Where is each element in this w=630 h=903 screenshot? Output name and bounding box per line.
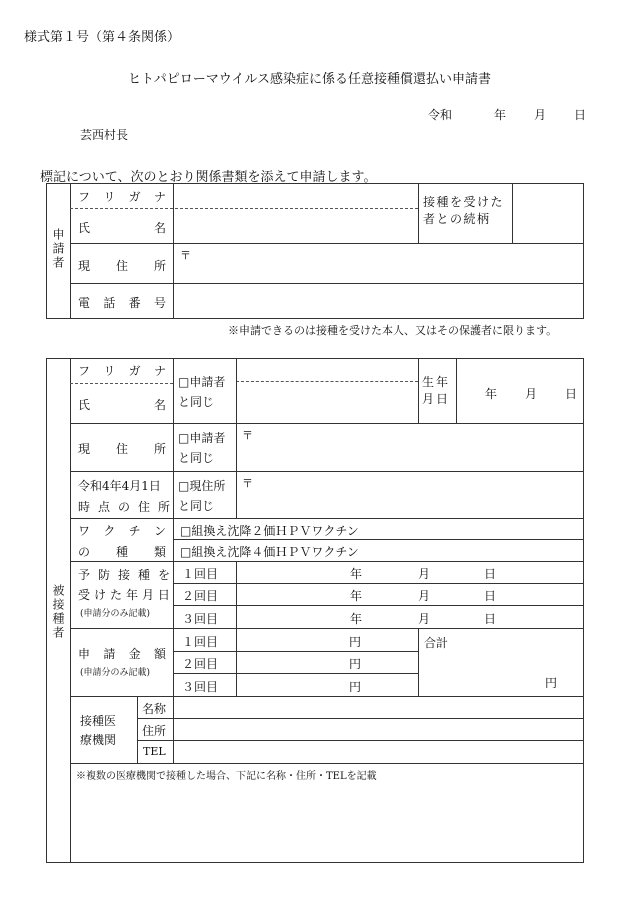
dates-label-line2: 受 け た 年 月 日: [78, 588, 170, 602]
addressee: 芸西村長: [80, 128, 129, 142]
form-number: 様式第１号（第４条関係）: [24, 30, 181, 45]
clinic-name-label: 名称: [142, 702, 167, 716]
date-day[interactable]: 日: [574, 108, 587, 122]
dates-label-line1: 予 防 接 種 を: [78, 568, 170, 582]
dates-note: (申請分のみ記載): [80, 609, 151, 619]
recipient-name-field[interactable]: [237, 384, 417, 422]
amount-label: 申 請 金 額: [78, 647, 166, 661]
r4-address-label-line2: 時 点 の 住 所: [78, 500, 170, 514]
recipient-address-same-checkbox[interactable]: □申請者 と同じ: [178, 431, 226, 465]
multi-clinic-note: ※複数の医療機関で接種した場合、下記に名称・住所・TELを記載: [76, 771, 377, 782]
clinic-tel-field[interactable]: [174, 741, 583, 762]
applicant-note: ※申請できるのは接種を受けた本人、又はその保護者に限ります。: [228, 324, 558, 337]
applicant-address-field[interactable]: [190, 244, 583, 282]
recipient-same-as-applicant-checkbox[interactable]: □申請者 と同じ: [178, 375, 226, 409]
vaccine-option-2valent[interactable]: □組換え沈降２価ＨＰＶワクチン: [180, 524, 359, 538]
clinic-address-field[interactable]: [174, 719, 583, 739]
applicant-name-label: 氏 名: [78, 221, 166, 235]
page-title: ヒトパピローマウイルス感染症に係る任意接種償還払い申請書: [128, 72, 491, 87]
date-month[interactable]: 月: [534, 108, 547, 122]
clinic-tel-label: TEL: [143, 745, 166, 758]
birth-date-field[interactable]: 年 月 日: [485, 387, 578, 401]
applicant-name-field[interactable]: [174, 209, 417, 242]
intro-text: 標記について、次のとおり関係書類を添えて申請します。: [40, 170, 377, 185]
applicant-furigana-field[interactable]: [174, 184, 417, 207]
clinic-name-field[interactable]: [174, 697, 583, 717]
recipient-address-label: 現 住 所: [78, 442, 166, 456]
amount-note: (申請分のみ記載): [80, 668, 151, 678]
applicant-furigana-label: フ リ ガ ナ: [78, 190, 166, 204]
recipient-postal-mark: 〒: [242, 429, 253, 442]
relation-label: 接種を受けた者との続柄: [423, 195, 505, 226]
date-era: 令和: [428, 108, 453, 122]
clinic-label: 接種医 療機関: [80, 714, 117, 747]
r4-address-field[interactable]: [252, 472, 583, 517]
applicant-phone-label: 電 話 番 号: [78, 296, 166, 310]
recipient-furigana-field[interactable]: [237, 359, 417, 380]
relation-field[interactable]: [513, 184, 583, 242]
clinic-address-label: 住所: [142, 724, 167, 738]
applicant-postal-mark: 〒: [180, 249, 191, 262]
applicant-address-label: 現 住 所: [78, 259, 166, 273]
r4-same-as-current-checkbox[interactable]: □現住所 と同じ: [178, 479, 226, 513]
recipient-furigana-label: フ リ ガ ナ: [78, 364, 166, 378]
vaccine-label-line2: の 種 類: [78, 545, 166, 559]
applicant-section-label: 申請者: [51, 228, 65, 270]
recipient-address-field[interactable]: [252, 424, 583, 470]
applicant-phone-field[interactable]: [174, 284, 583, 318]
recipient-section-label: 被接種者: [51, 584, 65, 640]
birth-label: 生年月日: [422, 375, 451, 406]
multi-clinic-field[interactable]: [71, 782, 583, 862]
r4-postal-mark: 〒: [242, 477, 253, 490]
recipient-name-label: 氏 名: [78, 398, 166, 412]
r4-address-label-line1: 令和4年4月1日: [78, 479, 161, 493]
date-year[interactable]: 年: [494, 108, 507, 122]
vaccine-option-4valent[interactable]: □組換え沈降４価ＨＰＶワクチン: [180, 545, 359, 559]
vaccine-label-line1: ワ ク チ ン: [78, 524, 166, 538]
